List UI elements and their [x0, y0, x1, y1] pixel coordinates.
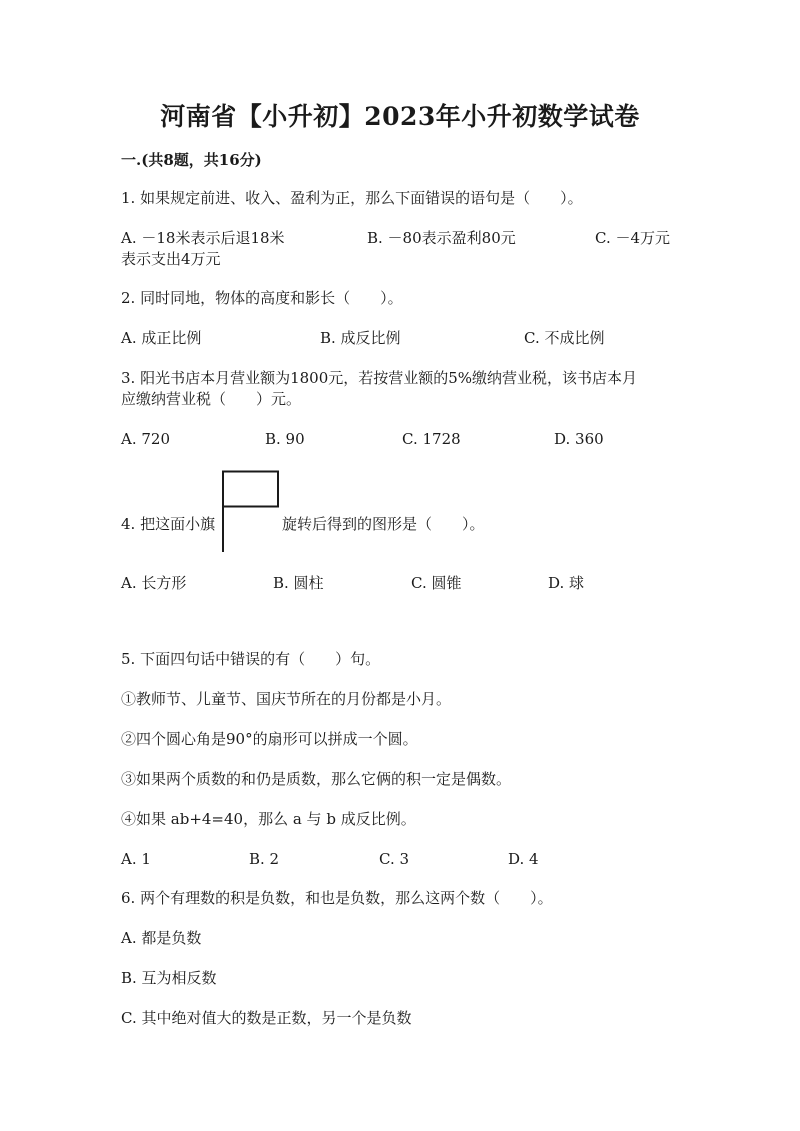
q2-option-b: B. 成反比例	[320, 329, 401, 347]
flag-cloth	[223, 472, 278, 507]
q4-option-b: B. 圆柱	[273, 574, 324, 592]
q1-option-c-continued: 表示支出4万元	[121, 250, 221, 268]
q5-statement-2: ②四个圆心角是90°的扇形可以拼成一个圆。	[121, 730, 418, 748]
q1-option-b: B. －80表示盈利80元	[367, 229, 516, 247]
q5-option-c: C. 3	[379, 850, 410, 868]
q2-stem: 2. 同时同地，物体的高度和影长（ ）。	[121, 289, 403, 307]
q1-stem: 1. 如果规定前进、收入、盈利为正，那么下面错误的语句是（ ）。	[121, 189, 583, 207]
q6-option-a: A. 都是负数	[121, 929, 202, 947]
q1-option-c: C. －4万元	[595, 229, 671, 247]
q3-stem-line-1: 3. 阳光书店本月营业额为1800元，若按营业额的5%缴纳营业税，该书店本月	[121, 369, 638, 387]
q5-option-a: A. 1	[121, 850, 151, 868]
q6-option-b: B. 互为相反数	[121, 969, 217, 987]
q3-stem-line-2: 应缴纳营业税（ ）元。	[121, 390, 302, 408]
section-heading: 一.(共8题，共16分)	[121, 151, 262, 169]
q1-option-a: A. －18米表示后退18米	[121, 229, 285, 247]
q6-option-c: C. 其中绝对值大的数是正数，另一个是负数	[121, 1009, 412, 1027]
q4-stem-before: 4. 把这面小旗	[121, 515, 216, 533]
q6-stem: 6. 两个有理数的积是负数，和也是负数，那么这两个数（ ）。	[121, 889, 553, 907]
q3-option-a: A. 720	[121, 430, 170, 448]
q5-stem: 5. 下面四句话中错误的有（ ）句。	[121, 650, 381, 668]
q5-option-d: D. 4	[508, 850, 539, 868]
q4-stem-after: 旋转后得到的图形是（ ）。	[282, 515, 485, 533]
q2-option-c: C. 不成比例	[524, 329, 605, 347]
q4-option-a: A. 长方形	[121, 574, 187, 592]
q5-statement-3: ③如果两个质数的和仍是质数，那么它俩的积一定是偶数。	[121, 770, 512, 788]
q5-statement-1: ①教师节、儿童节、国庆节所在的月份都是小月。	[121, 690, 452, 708]
page-title: 河南省【小升初】2023年小升初数学试卷	[160, 102, 640, 131]
flag-figure	[221, 470, 281, 554]
q5-statement-4: ④如果 ab+4=40，那么 a 与 b 成反比例。	[121, 810, 416, 828]
q2-option-a: A. 成正比例	[121, 329, 202, 347]
q5-option-b: B. 2	[249, 850, 280, 868]
q3-option-d: D. 360	[554, 430, 604, 448]
q4-option-c: C. 圆锥	[411, 574, 462, 592]
q4-option-d: D. 球	[548, 574, 585, 592]
q3-option-b: B. 90	[265, 430, 305, 448]
q3-option-c: C. 1728	[402, 430, 461, 448]
